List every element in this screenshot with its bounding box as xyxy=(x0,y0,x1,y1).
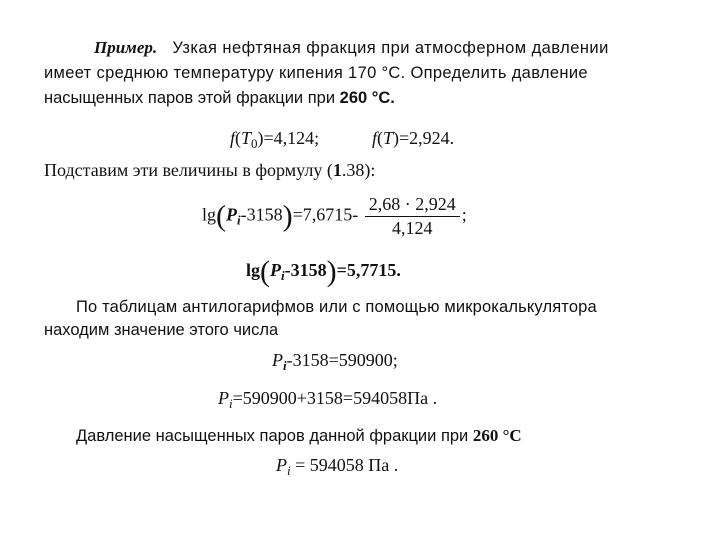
formula-2: $\lg(P_i-3158)=5,7715$. xyxy=(246,255,401,288)
formula-2-result: =5,7715. xyxy=(336,260,401,280)
example-label: Пример. xyxy=(94,38,158,57)
final-answer: $P_i = 594058$ Па . xyxy=(276,455,399,478)
example-text-3: насыщенных паров этой фракции при xyxy=(44,89,336,107)
antilog-line-1: По таблицам антилогарифмов или с помощью микрокалькулятора xyxy=(76,298,597,316)
formula-1-fraction xyxy=(365,194,460,239)
equation-pi-1: $P_i-3158=590900$; xyxy=(272,350,398,373)
formula-1: $\lg(P_i-3158)=7,6715-$ $\frac{2,68 \cdot 2,924}{4,124}$ ; xyxy=(202,194,467,238)
substitute-sentence: Подставим эти величины в формулу (1.38): xyxy=(44,160,376,180)
given-f-t0-value: =4,124; xyxy=(263,128,320,148)
example-text-1: Узкая нефтяная фракция при атмосферном давлении xyxy=(172,39,609,57)
conclusion-temperature: 260 °С xyxy=(472,426,522,445)
conclusion-sentence: Давление насыщенных паров данной фракции при 260 °С xyxy=(76,426,522,445)
example-line-1 xyxy=(94,38,609,58)
equation-pi-2: $P_i=590900+3158=594058Па$ . xyxy=(218,388,438,411)
antilog-line-2: находим значение этого числа xyxy=(44,321,279,339)
example-line-2: имеет среднюю температуру кипения 170 °С. Определить давление xyxy=(44,64,588,82)
given-f-t0: $f(T_0)=4,124$; xyxy=(230,128,320,151)
fraction-numerator: 2,68 · 2,924 xyxy=(365,194,460,217)
example-line-3 xyxy=(44,89,395,108)
fraction-denominator: 4,124 xyxy=(392,218,433,238)
example-temperature: 260 °С. xyxy=(339,89,395,107)
given-f-t: f(T)=2,924. xyxy=(372,128,455,148)
given-f-t-value: =2,924. xyxy=(399,128,455,148)
